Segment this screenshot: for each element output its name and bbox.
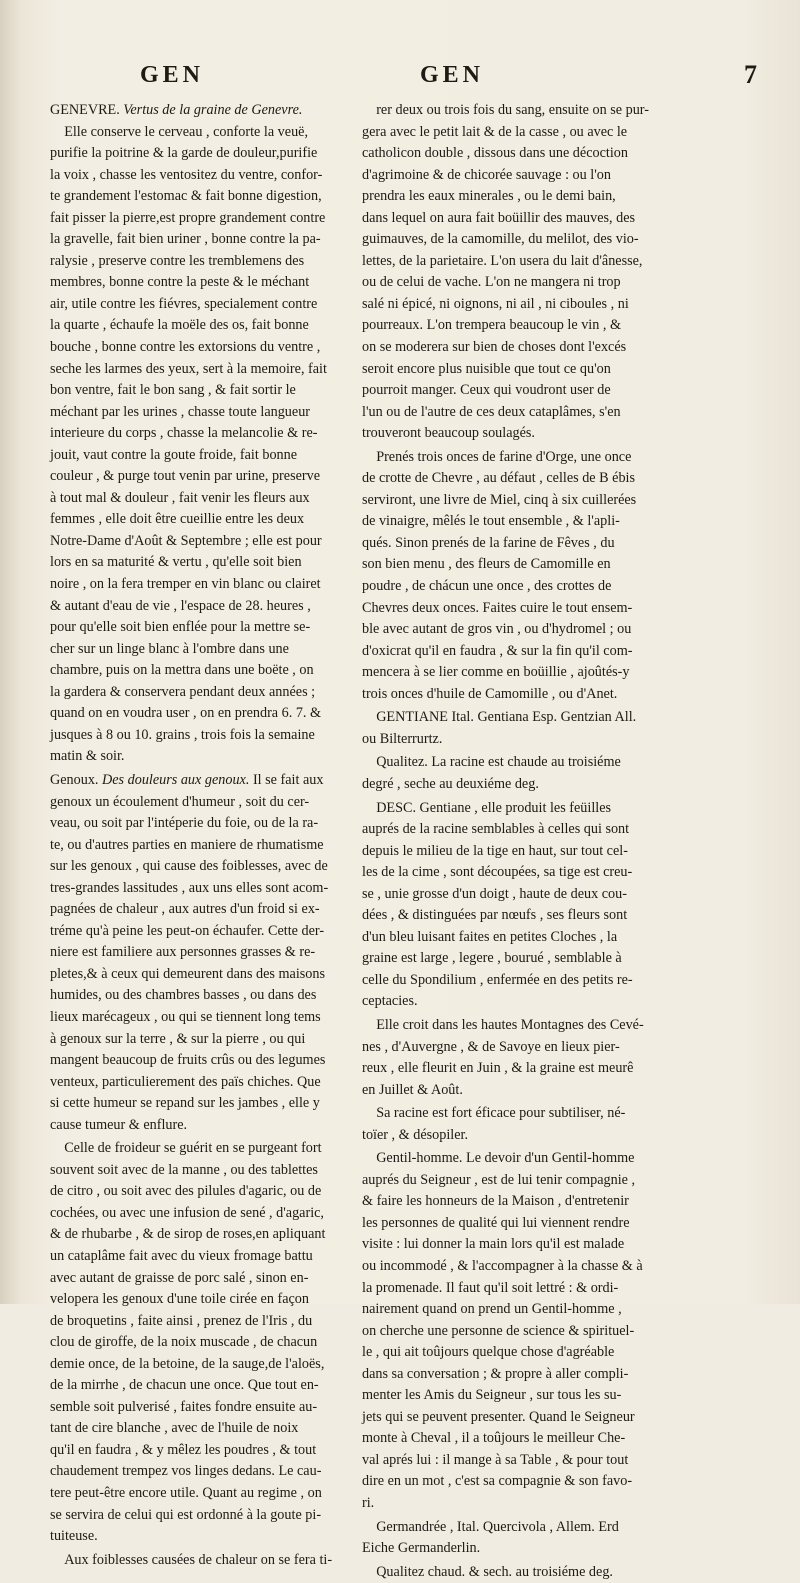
text-line: de citro , ou soit avec des pilules d'agaric, ou de: [50, 1183, 322, 1200]
text-line: Eiche Germanderlin.: [362, 1540, 481, 1557]
text-line: humides, ou des chambres basses , ou dans des: [50, 987, 317, 1004]
text-line: ou Bilterrurtz.: [362, 730, 443, 747]
paragraph-foiblesses: [50, 1550, 350, 1572]
text-line: noire , on la fera tremper en vin blanc ou clairet: [50, 576, 321, 593]
text-line: cochées, ou avec une infusion de sené , d'agaric,: [50, 1204, 324, 1221]
paragraph-desc: [362, 798, 674, 1013]
text-line: trois onces d'huile de Camomille , ou d'Anet.: [362, 685, 618, 702]
text-line: Genoux. Des douleurs aux genoux. Il se fait aux: [50, 771, 324, 788]
text-line: Germandrée , Ital. Quercivola , Allem. Erd: [362, 1518, 619, 1535]
text-line: mencera à se lier comme en boüillie , ajoûtés-y: [362, 664, 630, 681]
text-line: te grandement l'estomac & fait bonne digestion,: [50, 188, 322, 205]
text-line: monte à Cheval , il a toûjours le meilleur Che-: [362, 1430, 626, 1447]
entry-heading: Genoux.: [50, 771, 103, 788]
entry-heading: GENEVRE.: [50, 102, 124, 118]
text-line: seroit encore plus nuisible que tout ce qu'on: [362, 360, 611, 377]
text-line: son bien menu , des fleurs de Camomille en: [362, 556, 611, 573]
text-line: & de rhubarbe , & de sirop de roses,en apliquant: [50, 1226, 326, 1243]
text-line: Qualitez. La racine est chaude au troisiéme: [362, 754, 621, 771]
text-line: ble avec autant de gros vin , ou d'hydromel ; ou: [362, 621, 632, 638]
text-line: Chevres deux onces. Faites cuire le tout ensem-: [362, 599, 633, 616]
text-line: chambre, puis on la mettra dans une boëte , on: [50, 662, 314, 679]
running-head-left: GEN: [140, 62, 205, 88]
page-number: 7: [744, 60, 757, 89]
text-line: DESC. Gentiane , elle produit les feüilles: [362, 799, 612, 816]
text-line: pourreaux. L'on trempera beaucoup le vin , &: [362, 317, 622, 334]
text-line: dées , & distinguées par nœufs , ses fleurs sont: [362, 907, 628, 924]
text-line: semble soit pulverisé , faites fondre ensuite au-: [50, 1398, 318, 1415]
text-line: de crotte de Chevre , au défaut , celles de B ébis: [362, 470, 635, 487]
text-line: tres-grandes lassitudes , aux uns elles sont acom-: [50, 879, 329, 896]
text-line: on se moderera sur bien de choses dont l'excés: [362, 339, 627, 356]
text-line: pour qu'elle soit bien enflée pour la mettre se-: [50, 619, 311, 636]
text-line: d'oxicrat qu'il en faudra , & sur la fin qu'il com-: [362, 642, 633, 659]
text-line: ceptacies.: [362, 993, 418, 1010]
text-line: les de la cime , sont découpées, sa tige est creu-: [362, 864, 633, 881]
text-line: jouit, vaut contre la goute froide, fait bonne: [50, 446, 298, 463]
paragraph-croit: [362, 1015, 674, 1101]
left-column: [50, 100, 350, 1568]
text-line: & faire les honneurs de la Maison , d'entretenir: [362, 1193, 629, 1210]
text-line: ou de celui de vache. L'on ne mangera ni trop: [362, 274, 621, 291]
text-line: nes , d'Auvergne , & de Savoye en lieux pier-: [362, 1038, 620, 1055]
right-column: [362, 100, 674, 1580]
paragraph-froideur: [50, 1138, 350, 1547]
text-line: méchant par les urines , chasse toute langueur: [50, 403, 311, 420]
text-line: serviront, une livre de Miel, cinq à six cuillerées: [362, 491, 637, 508]
paragraph-genoux: [50, 770, 350, 1136]
text-line: veau, ou soit par l'intéperie du foie, ou de la ra-: [50, 815, 319, 832]
text-line: pagnées de chaleur , aux autres d'un froid si ex-: [50, 901, 320, 918]
text-line: salé ni épicé, ni oignons, ni ail , ni ciboules , ni: [362, 295, 629, 312]
paragraph-cont: [362, 100, 674, 445]
paragraph-gentiane: [362, 707, 674, 750]
text-line: de la mirrhe , de chacun une once. Que tout en-: [50, 1377, 319, 1394]
text-line: à genoux sur la terre , & sur la pierre , ou qui: [50, 1030, 306, 1047]
text-line: clou de giroffe, de la noix muscade , de chacun: [50, 1334, 318, 1351]
text-line: bouche , bonne contre les extorsions du ventre ,: [50, 339, 321, 356]
text-line: la quarte , échaufe la moële des os, fait bonne: [50, 317, 309, 334]
paragraph-genevre: [50, 100, 350, 768]
text-line: Aux foiblesses causées de chaleur on se fera ti-: [50, 1551, 333, 1568]
text-line: l'un ou de l'autre de ces deux cataplâmes, s'en: [362, 403, 621, 420]
text-line: membres, bonne contre la peste & le méchant: [50, 274, 310, 291]
text-line: le , qui ait toûjours quelque chose d'agréable: [362, 1344, 615, 1361]
text-line: val aprés lui : il mange à sa Table , & pour tout: [362, 1451, 629, 1468]
text-line: interieure du corps , chasse la melancolie & re-: [50, 425, 318, 442]
text-line: ralysie , preserve contre les tremblemens des: [50, 252, 305, 269]
paragraph-qualitez: [362, 752, 674, 795]
text-line: on cherche une personne de science & spirituel-: [362, 1322, 635, 1339]
text-line: visite : lui donner la main lors qu'il est malade: [362, 1236, 625, 1253]
text-line: Prenés trois onces de farine d'Orge, une once: [362, 448, 632, 465]
text-line: de broquetins , faite ainsi , prenez de l'Iris , du: [50, 1312, 313, 1329]
text-line: gera avec le petit lait & de la casse , ou avec le: [362, 123, 628, 140]
text-line: pourroit manger. Ceux qui voudront user de: [362, 382, 611, 399]
text-line: air, utile contre les fiévres, specialement contre: [50, 295, 318, 312]
text-line: trouveront beaucoup soulagés.: [362, 425, 535, 442]
text-line: Celle de froideur se guérit en se purgeant fort: [50, 1140, 322, 1157]
text-line: mangent beaucoup de fruits crûs ou des legumes: [50, 1052, 326, 1069]
text-line: tréme qu'à peine les peut-on échaufer. Cette der-: [50, 922, 325, 939]
text-line: GENTIANE Ital. Gentiana Esp. Gentzian All.: [362, 709, 637, 726]
text-line: niere est familiere aux personnes grasses & re-: [50, 944, 316, 961]
text-line: purifie la poitrine & la garde de douleur,purifie: [50, 145, 318, 162]
text-line: seche les larmes des yeux, sert à la memoire, fait: [50, 360, 327, 377]
text-line: couleur , & purge tout venin par urine, preserve: [50, 468, 320, 485]
text-line: sur les genoux , qui cause des foiblesses, avec de: [50, 858, 328, 875]
text-line: dans lequel on aura fait boüillir des mauves, des: [362, 209, 636, 226]
text-line: Gentil-homme. Le devoir d'un Gentil-homme: [362, 1150, 635, 1167]
text-line: quand on en voudra user , on en prendra 6. 7. &: [50, 705, 322, 722]
text-line: fait pisser la pierre,est propre grandement contre: [50, 209, 326, 226]
text-line: Elle croit dans les hautes Montagnes des Cevé-: [362, 1016, 644, 1033]
entry-subheading: Vertus de la graine de Genevre.: [123, 102, 303, 118]
text-line: la gravelle, fait bien uriner , bonne contre la pa-: [50, 231, 321, 248]
text-line: un cataplâme fait avec du vieux fromage battu: [50, 1247, 313, 1264]
text-line: souvent soit avec de la manne , ou des tablettes: [50, 1161, 318, 1178]
text-line: en Juillet & Août.: [362, 1081, 463, 1098]
running-head-right: GEN: [420, 62, 485, 88]
text-line: matin & soir.: [50, 748, 125, 765]
text-line: qu'il en faudra , & y mêlez les poudres , & tout: [50, 1441, 317, 1458]
text-line: à tout mal & douleur , fait venir les fleurs aux: [50, 489, 310, 506]
text-line: toïer , & désopiler.: [362, 1126, 468, 1143]
text-line: les personnes de qualité qui lui viennent rendre: [362, 1214, 630, 1231]
text-line: cher sur un linge blanc à l'ombre dans une: [50, 640, 289, 657]
text-line: cause tumeur & enflure.: [50, 1116, 188, 1133]
text-line: & autant d'eau de vie , l'espace de 28. heures ,: [50, 597, 311, 614]
text-line: auprés du Seigneur , est de lui tenir compagnie ,: [362, 1171, 636, 1188]
text-line: se , unie grosse d'un doigt , haute de deux cou-: [362, 885, 627, 902]
text-line: se servira de celui qui est ordonné à la goute pi-: [50, 1506, 322, 1523]
text-line: guimauves, de la camomille, du melilot, des vio-: [362, 231, 639, 248]
text-line: ou incommodé , & l'accompagner à la chasse & à: [362, 1257, 643, 1274]
text-line: qués. Sinon prenés de la farine de Fêves , du: [362, 534, 615, 551]
text-line: bon ventre, fait le bon sang , & fait sortir le: [50, 382, 296, 399]
text-line: reux , elle fleurit en Juin , & la graine est meurê: [362, 1060, 634, 1077]
paragraph-germandree: [362, 1517, 674, 1560]
text-line: lieux marécageux , ou qui se tiennent long tems: [50, 1008, 321, 1025]
text-line: jusques à 8 ou 10. grains , trois fois la semaine: [50, 726, 315, 743]
text-line: d'un bleu luisant faites en petites Cloches , la: [362, 928, 618, 945]
text-line: de vinaigre, mêlés le tout ensemble , & l'apli-: [362, 513, 620, 530]
text-line: degré , seche au deuxiéme deg.: [362, 775, 539, 792]
text-line: lettes, de la parietaire. L'on usera du lait d'ânesse,: [362, 252, 643, 269]
text-line: demie once, de la betoine, de la sauge,de l'aloës,: [50, 1355, 325, 1372]
paragraph-prenes: [362, 447, 674, 706]
text-line: dans sa conversation ; & propre à aller compli-: [362, 1365, 629, 1382]
text-line: nairement quand on prend un Gentil-homme ,: [362, 1301, 622, 1318]
text-line: catholicon double , dissous dans une décoction: [362, 145, 628, 162]
text-line: menter les Amis du Seigneur , sur tous les su-: [362, 1387, 622, 1404]
text-line: dire en un mot , c'est sa compagnie & son favo-: [362, 1473, 633, 1490]
text-line: ri.: [362, 1495, 375, 1511]
text-line: si cette humeur se repand sur les jambes , elle y: [50, 1095, 320, 1112]
text-line: femmes , elle doit être cueillie entre les deux: [50, 511, 305, 528]
paragraph-qualitez2: [362, 1562, 674, 1583]
text-line: venteux, particulierement des païs chiches. Que: [50, 1073, 321, 1090]
text-line: genoux un écoulement d'humeur , soit du cer-: [50, 793, 310, 810]
text-line: auprés de la racine semblables à celles qui sont: [362, 821, 630, 838]
paragraph-racine: [362, 1103, 674, 1146]
text-line: Elle conserve le cerveau , conforte la veuë,: [50, 123, 309, 140]
entry-subheading: Des douleurs aux genoux.: [102, 771, 253, 788]
text-line: poudre , de chácun une once , des crottes de: [362, 578, 612, 595]
text-line: tere peut-être encore utile. Quant au regime , on: [50, 1485, 322, 1501]
text-line: Sa racine est fort éficace pour subtiliser, né-: [362, 1105, 626, 1122]
text-line: prendra les eaux minerales , ou le demi bain,: [362, 188, 616, 205]
text-line: [50, 100, 350, 122]
text-line: te, ou d'autres parties en maniere de rhumatisme: [50, 836, 324, 853]
paragraph-gentilhomme: [362, 1148, 674, 1514]
text-line: la promenade. Il faut qu'il soit lettré : & ordi-: [362, 1279, 619, 1296]
text-line: lors en sa maturité & vertu , qu'elle soit bien: [50, 554, 302, 571]
text-line: la voix , chasse les ventositez du ventre, confor-: [50, 166, 323, 183]
text-line: jets qui se peuvent presenter. Quand le Seigneur: [362, 1408, 635, 1425]
text-line: velopera les genoux d'une toile cirée en façon: [50, 1291, 309, 1308]
text-line: chaudement trempez vos linges dedans. Le cau-: [50, 1463, 322, 1480]
text-line: tant de cire blanche , avec de l'huile de noix: [50, 1420, 299, 1437]
text-line: tuiteuse.: [50, 1528, 98, 1545]
text-line: Qualitez chaud. & sech. au troisiéme deg.: [362, 1563, 613, 1580]
text-line: rer deux ou trois fois du sang, ensuite on se pur-: [362, 102, 649, 118]
text-line: d'agrimoine & de chicorée sauvage : ou l'on: [362, 166, 611, 183]
text-line: pletes,& à ceux qui demeurent dans des maisons: [50, 965, 326, 982]
text-line: celle du Spondilium , enfermée en des petits re-: [362, 971, 633, 988]
text-line: graine est large , legere , bourué , semblable à: [362, 950, 622, 967]
text-line: depuis le milieu de la tige en haut, sur tout cel-: [362, 842, 628, 859]
text-line: la gardera & conservera pendant deux années ;: [50, 683, 316, 700]
text-line: Notre-Dame d'Août & Septembre ; elle est pour: [50, 532, 322, 549]
text-line: avec autant de graisse de porc salé , sinon en-: [50, 1269, 309, 1286]
